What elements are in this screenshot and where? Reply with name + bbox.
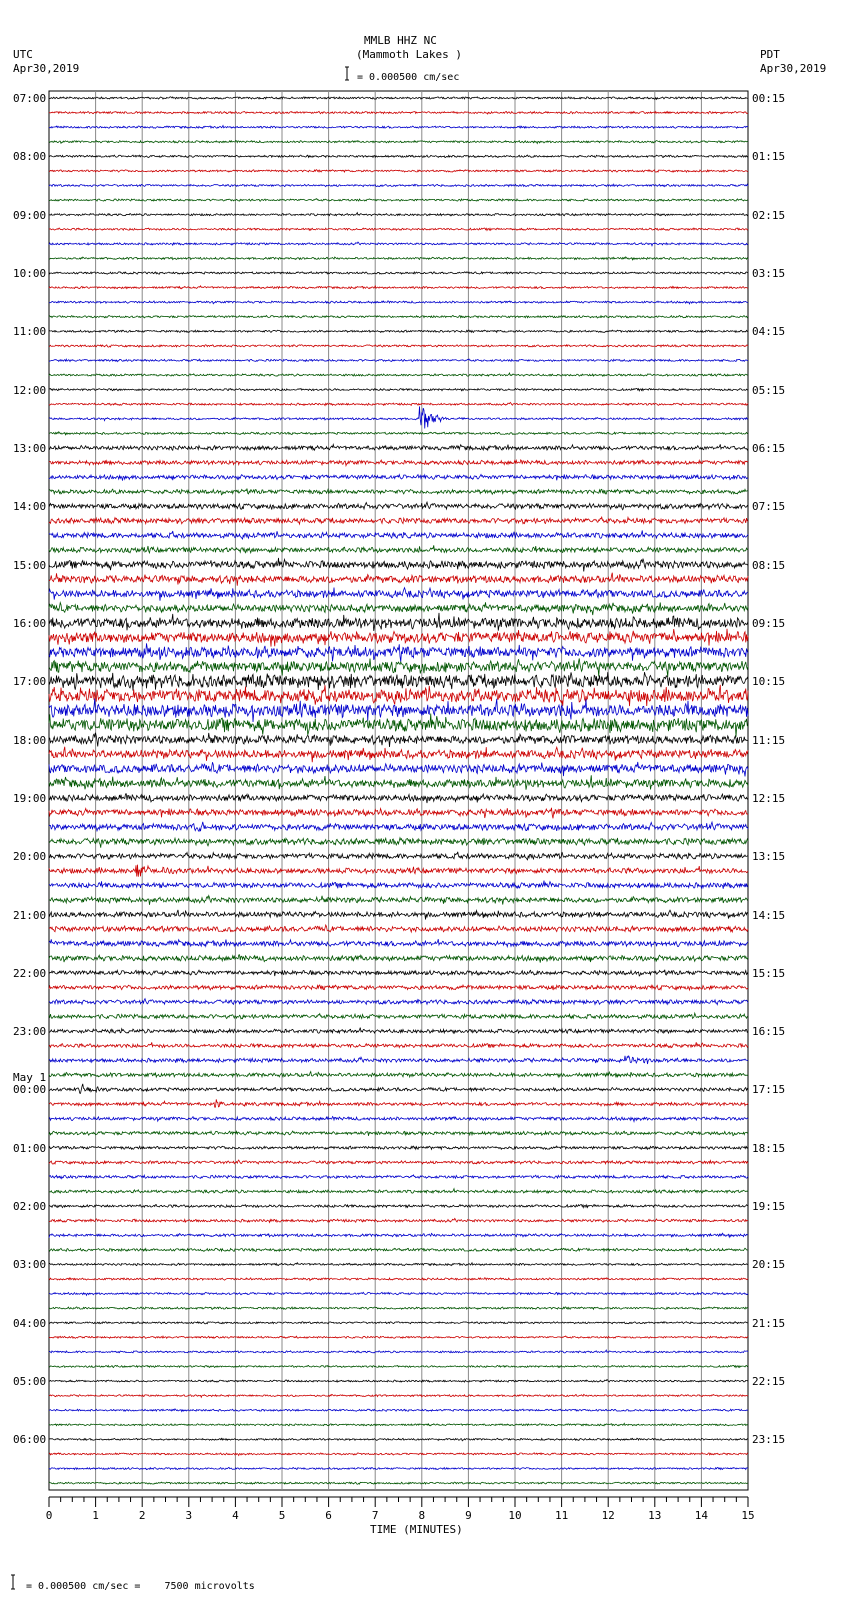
seismic-trace [49,1248,748,1251]
left-date: Apr30,2019 [13,62,80,75]
x-tick-label: 12 [601,1509,615,1522]
left-hour-label: 22:00 [13,966,47,980]
seismic-trace [49,1307,748,1309]
seismic-trace [49,658,748,676]
left-hour-label: 05:00 [13,1375,47,1388]
seismic-trace [49,1292,748,1295]
seismic-trace [49,474,748,480]
seismic-trace [49,545,748,553]
right-hour-label: 12:15 [752,791,786,805]
seismic-trace [49,330,748,332]
seismic-trace [49,502,748,510]
seismic-trace [49,1218,748,1222]
left-hour-label: 17:00 [13,675,47,689]
seismic-trace [49,170,748,173]
station-location: (Mammoth Lakes ) [356,48,462,61]
seismic-trace [49,573,748,586]
seismic-trace [49,1099,748,1107]
seismic-trace [49,985,748,990]
left-hour-label: 01:00 [13,1141,47,1155]
seismic-trace [49,822,748,831]
left-hour-label: 12:00 [13,383,47,397]
left-hour-label: 07:00 [13,92,47,105]
seismic-trace [49,1072,748,1078]
left-hour-label: 02:00 [13,1200,47,1214]
right-hour-label: 19:15 [752,1200,786,1214]
seismic-trace [49,373,748,376]
seismic-trace [49,747,748,762]
seismic-trace [49,517,748,524]
left-hour-label: 16:00 [13,616,47,630]
seismic-trace [49,970,748,976]
x-tick-label: 4 [232,1509,239,1522]
seismic-trace [49,1322,748,1324]
seismic-trace [49,1278,748,1281]
left-hour-label: 11:00 [13,325,47,339]
right-hour-label: 09:15 [752,616,786,630]
seismic-trace [49,713,748,736]
right-hour-label: 00:15 [752,92,786,105]
right-hour-label: 11:15 [752,733,786,747]
seismic-trace [49,762,748,777]
seismic-trace [49,97,748,100]
seismic-trace [49,1423,748,1426]
seismic-trace [49,213,748,216]
right-hour-label: 01:15 [752,150,786,164]
seismic-trace [49,775,748,789]
right-hour-label: 04:15 [752,325,786,339]
right-hour-label: 20:15 [752,1258,786,1272]
seismic-trace [49,1482,748,1484]
right-hour-label: 22:15 [752,1375,786,1388]
x-tick-label: 15 [741,1509,755,1522]
left-hour-label: 15:00 [13,558,47,572]
left-hour-label: 19:00 [13,791,47,805]
seismic-trace [49,794,748,803]
seismic-trace [49,126,748,129]
left-hour-label: 00:00 [13,1083,47,1097]
left-hour-label: 20:00 [13,850,47,864]
seismic-trace [49,242,748,246]
right-hour-label: 08:15 [752,558,786,572]
seismic-trace [49,184,748,186]
right-hour-label: 10:15 [752,675,786,689]
seismic-trace [49,1205,748,1208]
left-hour-label: 14:00 [13,500,47,514]
seismic-trace [49,530,748,539]
right-hour-label: 02:15 [752,208,786,222]
seismic-trace [49,955,748,963]
seismic-trace [49,588,748,601]
x-tick-label: 3 [185,1509,193,1522]
seismic-trace [49,155,748,157]
seismic-trace [49,865,748,877]
seismic-trace [49,1365,748,1367]
seismic-trace [49,1453,748,1456]
scale-label: = 0.000500 cm/sec [357,72,460,83]
seismic-trace [49,345,748,347]
right-hour-label: 23:15 [752,1433,786,1447]
left-hour-label: 04:00 [13,1316,47,1330]
right-hour-label: 07:15 [752,500,786,514]
seismic-trace [49,685,748,706]
seismic-trace [49,838,748,848]
seismic-trace [49,1263,748,1266]
left-hour-label: 18:00 [13,733,47,747]
x-tick-label: 8 [418,1509,426,1522]
seismic-trace [49,896,748,905]
seismic-trace [49,1394,748,1397]
right-hour-label: 17:15 [752,1083,786,1097]
x-tick-label: 14 [694,1509,709,1522]
right-timezone: PDT [760,48,780,61]
seismic-trace [49,140,748,143]
seismic-trace [49,1233,748,1237]
right-hour-label: 05:15 [752,383,786,397]
seismic-trace [49,444,748,450]
seismic-trace [49,228,748,230]
seismic-trace [49,1175,748,1179]
x-tick-label: 2 [138,1509,146,1522]
x-tick-label: 7 [371,1509,379,1522]
day-change-label: May 1 [13,1071,47,1084]
seismic-trace [49,388,748,390]
seismic-trace [49,402,748,405]
right-hour-label: 15:15 [752,966,786,980]
x-axis [46,1497,755,1522]
station-title: MMLB HHZ NC [364,34,437,47]
seismic-trace [49,489,748,495]
left-hour-label: 08:00 [13,150,47,164]
seismic-trace [49,910,748,920]
right-hour-label: 03:15 [752,267,786,280]
seismic-trace [49,406,748,428]
seismic-trace [49,257,748,260]
seismic-trace [49,939,748,947]
right-hour-label: 14:15 [752,908,786,922]
seismic-trace [49,272,748,274]
seismic-traces [49,97,748,1484]
seismic-trace [49,1028,748,1034]
x-tick-label: 13 [648,1509,662,1522]
left-hour-label: 03:00 [13,1258,47,1272]
seismic-trace [49,1380,748,1383]
seismic-trace [49,1084,748,1094]
x-tick-label: 0 [45,1509,53,1522]
left-hour-label: 09:00 [13,208,47,222]
right-date: Apr30,2019 [760,62,827,75]
x-tick-label: 6 [325,1509,332,1522]
left-hour-label: 10:00 [13,267,47,280]
seismic-trace [49,1438,748,1441]
seismic-trace [49,672,748,691]
seismic-trace [49,613,748,631]
seismic-trace [49,881,748,889]
left-hour-label: 13:00 [13,441,47,455]
seismic-trace [49,558,748,572]
seismic-trace [49,286,748,289]
x-tick-label: 10 [508,1509,522,1522]
x-axis-label: TIME (MINUTES) [370,1523,463,1536]
seismic-trace [49,1056,748,1064]
seismic-trace [49,1013,748,1019]
seismic-trace [49,1160,748,1164]
left-hour-label: 21:00 [13,908,47,922]
right-hour-label: 16:15 [752,1025,786,1039]
seismic-trace [49,808,748,819]
seismic-trace [49,629,748,647]
seismic-trace [49,999,748,1005]
seismic-trace [49,1131,748,1136]
left-hour-label: 23:00 [13,1025,47,1039]
seismic-trace [49,432,748,435]
seismic-trace [49,733,748,747]
right-hour-label: 06:15 [752,441,786,455]
left-timezone: UTC [13,48,33,61]
seismic-trace [49,602,748,615]
seismic-trace [49,1042,748,1048]
seismic-trace [49,1146,748,1149]
seismic-trace [49,460,748,466]
x-tick-label: 1 [92,1509,99,1522]
left-hour-label: 06:00 [13,1433,47,1447]
seismic-trace [49,111,748,114]
x-tick-label: 5 [278,1509,286,1522]
seismic-trace [49,199,748,202]
seismic-trace [49,699,748,722]
seismic-trace [49,852,748,860]
seismic-trace [49,1189,748,1193]
seismic-trace [49,1117,748,1122]
seismic-trace [49,1350,748,1353]
right-hour-label: 21:15 [752,1316,786,1330]
seismic-trace [49,315,748,317]
seismic-trace [49,359,748,362]
seismic-trace [49,1409,748,1412]
x-tick-label: 11 [554,1509,569,1522]
x-tick-label: 9 [465,1509,472,1522]
seismic-trace [49,1467,748,1469]
seismic-trace [49,301,748,304]
footer-scale-label: = 0.000500 cm/sec = 7500 microvolts [26,1581,255,1592]
seismic-trace [49,925,748,932]
seismic-trace [49,643,748,662]
seismic-trace [49,1336,748,1338]
right-hour-label: 13:15 [752,850,786,864]
right-hour-label: 18:15 [752,1141,786,1155]
